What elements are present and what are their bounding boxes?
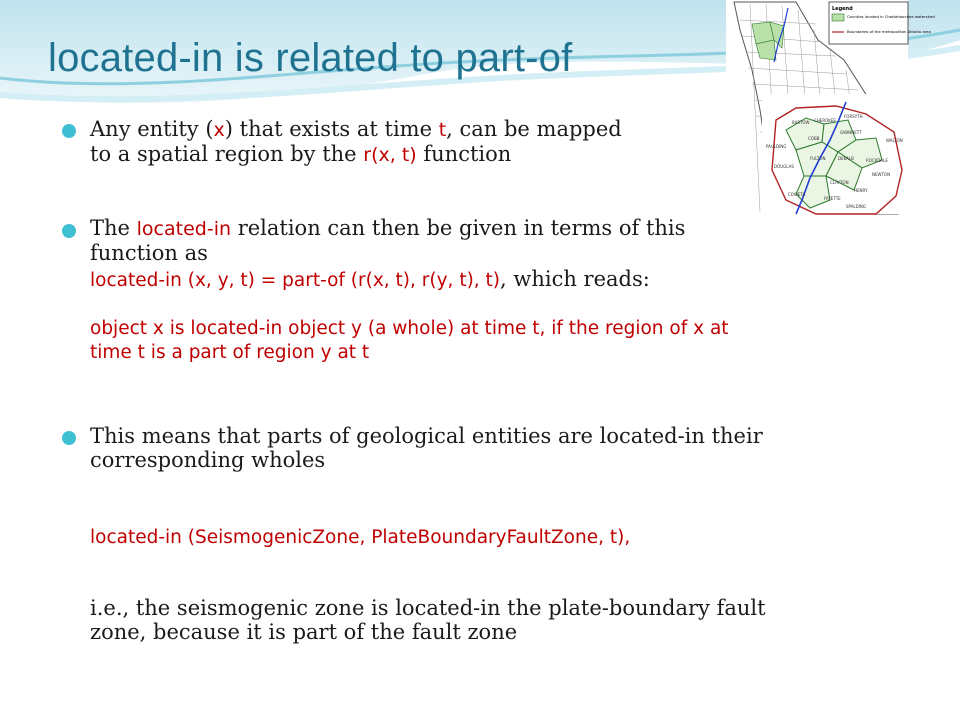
county-label: PAULDING bbox=[766, 144, 787, 149]
county-label: DOUGLAS bbox=[774, 164, 794, 169]
county-label: ROCKDALE bbox=[866, 158, 888, 163]
county-label: FULTON bbox=[810, 156, 826, 161]
legend-label-metro-boundary: Boundaries of the metropolitan Atlanta area bbox=[847, 29, 931, 34]
bullet-icon bbox=[62, 431, 76, 445]
county-label: NEWTON bbox=[872, 172, 891, 177]
georgia-county-map bbox=[726, 0, 935, 216]
county-label: HENRY bbox=[854, 188, 868, 193]
county-label: CLAYTON bbox=[830, 180, 849, 185]
county-label: FORSYTH bbox=[844, 114, 863, 119]
county-label: BARTOW bbox=[792, 120, 810, 125]
bullet-icon bbox=[62, 224, 76, 238]
explanation-text: i.e., the seismogenic zone is located-in the plate-boundary fault zone, because it is part of the fault zone bbox=[90, 596, 766, 644]
county-label: COWETA bbox=[788, 192, 806, 197]
county-label: CHEROKEE bbox=[814, 118, 836, 123]
bullet-3-text: This means that parts of geological entities are located-in their corresponding wholes bbox=[90, 424, 763, 472]
svg-text:Boundaries of the metropolitan bbox=[847, 29, 931, 34]
county-label: GWINNETT bbox=[840, 130, 862, 135]
county-label: DEKALB bbox=[838, 156, 854, 161]
county-label: FAYETTE bbox=[824, 196, 841, 201]
svg-text:Legend: Legend bbox=[832, 6, 853, 12]
reading-line-2: time t is a part of region y at t bbox=[90, 342, 370, 363]
svg-text:Counties located in Chattahooc bbox=[847, 14, 935, 19]
bullet-1-text: Any entity (x) that exists at time t, can be mapped to a spatial region by the r(x, t) function bbox=[90, 117, 622, 166]
legend-label-watershed: Counties located in Chattahoochee watershed bbox=[847, 14, 935, 19]
county-label: WALTON bbox=[886, 138, 903, 143]
page-title: located-in is related to part-of bbox=[48, 36, 573, 80]
bullet-icon bbox=[62, 124, 76, 138]
county-label: SPALDING bbox=[846, 204, 867, 209]
county-label: COBB bbox=[808, 136, 820, 141]
reading-line-1: object x is located-in object y (a whole) at time t, if the region of x at bbox=[90, 318, 729, 339]
map-graphic bbox=[726, 0, 935, 216]
example-formula: located-in (SeismogenicZone, PlateBoundaryFaultZone, t), bbox=[90, 527, 631, 548]
bullet-2-text: The located-in relation can then be given in terms of this function as located-in (x, y, t) = part-of (r(x, t), r(y, t), t), which reads: object x is located-in object y (a whole) at time t, if the region of x at time t is a part of region y at t bbox=[90, 216, 920, 365]
